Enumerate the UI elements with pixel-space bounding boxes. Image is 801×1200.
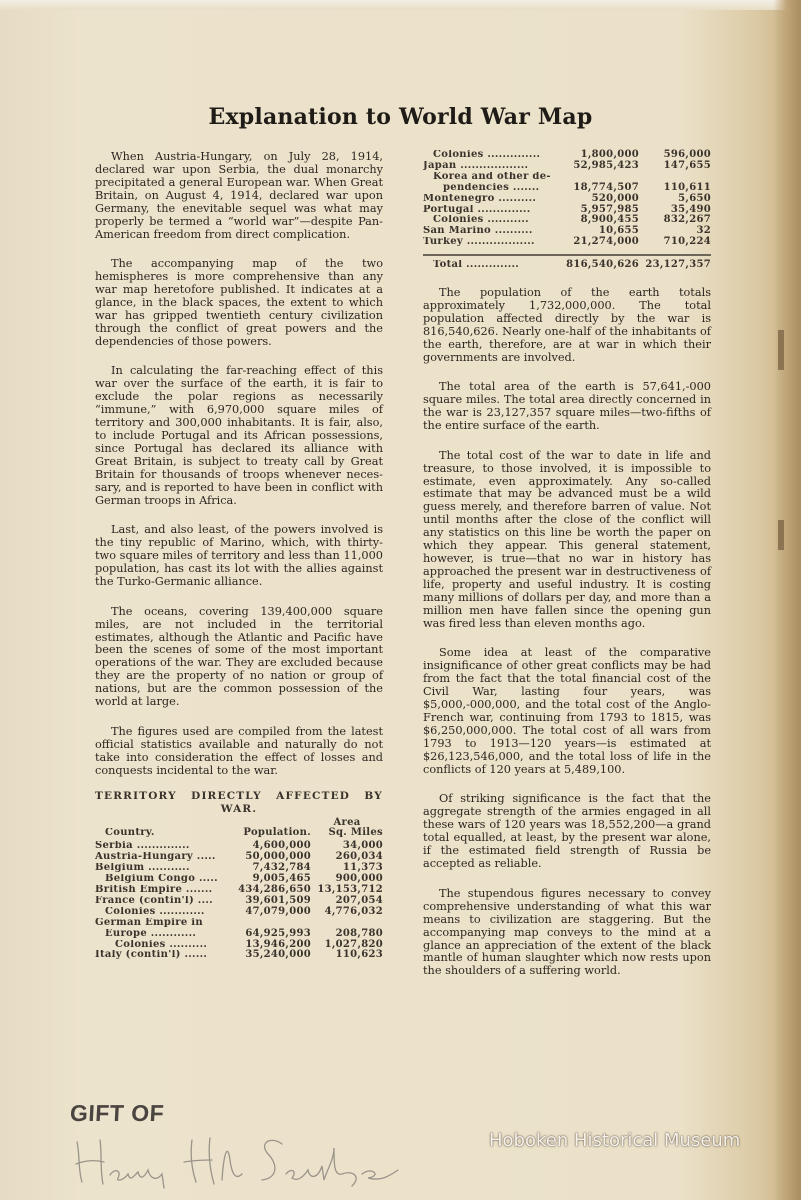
paragraph: When Austria-Hungary, on July 28, 1914, declared war upon Serbia, the dual monarchy precipitated a general European war. When Great Britain, on August 4, 1914, declared war upon Germany, the enevitable sequel was what may properly be termed a “world war”—despite Pan-American freedom from direct complication. (95, 150, 383, 241)
area-cell: 4,776,032 (324, 905, 383, 917)
area-cell: 32 (696, 225, 711, 237)
page-tear (778, 330, 784, 370)
left-column (95, 151, 383, 961)
paragraph: The oceans, covering 139,400,000 square miles, are not included in the territorial estimates, although the Atlantic and Pacific have been the scenes of some of the most important operations of the war. They are excluded because they are the property of no nation or group of nations, but are the common possession of the world at large. (95, 604, 383, 709)
paragraph: Some idea at least of the comparative insignificance of other great conflicts may be had from the fact that the total financial cost of the Civil War, lasting four years, was $5,000,-000,000, and the total cost of the Anglo-French war, continuing from 1793 to 1815, was $6,250,000,000. The total cost of all wars from 1793 to 1913—120 years—is estimated at $26,123,546,000, and the total loss of life in the conflicts of 120 years at 5,489,100. (423, 646, 711, 777)
population-cell: 1,800,000 (580, 149, 639, 160)
table-title: TERRITORY DIRECTLY AFFECTED BY (95, 789, 383, 802)
population-cell: 35,240,000 (245, 949, 311, 961)
area-cell: 34,000 (342, 840, 383, 852)
area-cell: 110,611 (663, 181, 711, 193)
handwritten-signature (72, 1130, 402, 1190)
paragraph: The total area of the earth is 57,641,-000 square miles. The total area directly concerned in the war is 23,127,357 square miles—two-fifths of the entire surface of the earth. (423, 380, 711, 433)
area-cell: 5,650 (678, 192, 711, 204)
table-row (423, 183, 711, 194)
area-cell: 900,000 (335, 873, 383, 885)
area-cell: 110,623 (335, 949, 383, 961)
table-row (423, 215, 711, 226)
population-cell: 52,985,423 (573, 159, 639, 171)
page-title: Explanation to World War Map (208, 104, 593, 130)
country-cell: German Empire in (95, 917, 203, 928)
page-tear (778, 520, 784, 550)
museum-watermark: Hoboken Historical Museum (489, 1130, 741, 1151)
population-cell: 434,286,650 (238, 883, 311, 895)
right-column (423, 150, 711, 995)
area-cell: 13,153,712 (317, 883, 383, 895)
table-body (423, 150, 711, 248)
area-cell: 147,655 (663, 159, 711, 171)
area-cell: 208,780 (335, 927, 383, 939)
population-cell: 5,957,985 (580, 203, 639, 215)
population-cell: 520,000 (591, 192, 639, 204)
page-top-edge (0, 0, 801, 10)
population-cell: 4,600,000 (252, 840, 311, 852)
area-cell: 207,054 (335, 894, 383, 906)
country-cell: Serbia .............. (95, 841, 190, 852)
table-row (423, 237, 711, 248)
paragraph: Last, and also least, of the powers involved is the tiny republic of Marino, which, with thirty-two square miles of territory and less than 11,000 population, has cast its lot with the allies against the Turko-Germanic alliance. (95, 523, 383, 589)
population-cell: 10,655 (598, 225, 639, 237)
population-cell: 8,900,455 (580, 214, 639, 226)
population-cell: 47,079,000 (245, 905, 311, 917)
country-cell: Colonies ........... (433, 215, 529, 226)
paragraph: Of striking significance is the fact that the aggregate strength of the armies engaged in all these wars of 120 years was 18,552,200—a grand total equalled, at least, by the present war alone, if the estimated field strength of Russia be accepted as reliable. (423, 792, 711, 871)
territory-table-continued (423, 150, 711, 271)
country-cell: San Marino .......... (423, 226, 533, 237)
population-header: Population. (243, 827, 311, 839)
population-cell: 816,540,626 (566, 259, 639, 271)
country-cell: Europe ............ (105, 928, 197, 939)
population-cell: 64,925,993 (245, 927, 311, 939)
table-row (423, 161, 711, 172)
paragraph: The figures used are compiled from the latest official statistics available and naturally do not take into consideration the effect of losses and conquests incidental to the war. (95, 724, 383, 777)
population-cell: 21,274,000 (573, 236, 639, 248)
population-cell (225, 918, 311, 929)
country-cell: Belgium Congo ..... (105, 874, 218, 885)
table-row (95, 929, 383, 940)
table-row (95, 852, 383, 863)
country-cell: Total .............. (433, 260, 520, 271)
paragraph: The accompanying map of the two hemispheres is more comprehensive than any war map heretofore published. It indicates at a glance, in the black spaces, the extent to which war has gripped twentieth century civilization through the conflict of great powers and the dependencies of those powers. (95, 257, 383, 348)
country-cell: Korea and other de- (433, 171, 551, 182)
area-cell: 23,127,357 (645, 259, 711, 271)
area-sq-miles-header: Sq. Miles (328, 827, 383, 839)
country-cell: Belgium ........... (95, 863, 190, 874)
area-cell: 11,373 (342, 862, 383, 874)
country-cell: Colonies ............ (105, 906, 205, 917)
country-cell: Italy (contin'l) ...... (95, 950, 208, 961)
area-cell: 1,027,820 (324, 938, 383, 950)
paragraph: The population of the earth totals approximately 1,732,000,000. The total population affected directly by the war is 816,540,626. Nearly one-half of the inhabitants of the earth, therefore, are at war in which their governments are involved. (423, 286, 711, 364)
country-header: Country. (105, 828, 155, 839)
area-header: Area (333, 816, 361, 828)
area-cell: 260,034 (335, 851, 383, 863)
territory-table (95, 790, 383, 962)
area-cell: 832,267 (663, 214, 711, 226)
area-cell: 710,224 (663, 236, 711, 248)
table-row (95, 918, 383, 929)
country-cell: Turkey .................. (423, 237, 535, 248)
population-cell: 13,946,200 (245, 938, 311, 950)
population-cell: 9,005,465 (252, 873, 311, 885)
population-cell: 7,432,784 (252, 862, 311, 874)
population-cell: 50,000,000 (245, 851, 311, 863)
table-total-row (423, 254, 711, 271)
country-cell: France (contin'l) .... (95, 895, 213, 906)
country-cell: Montenegro .......... (423, 193, 537, 204)
table-row (95, 950, 383, 961)
country-cell: Portugal .............. (423, 204, 531, 215)
population-cell: 18,774,507 (573, 181, 639, 193)
country-cell: Austria-Hungary ..... (95, 852, 216, 863)
table-title-cont: WAR. (220, 802, 258, 815)
country-cell: Japan .................. (423, 160, 529, 171)
paragraph: The stupendous figures necessary to convey comprehensive understanding of what this war means to civilization are staggering. But the accompanying map conveys to the mind at a glance an appreciation of the extent of the black mantle of human slaughter which now rests upon the shoulders of a suffering world. (423, 886, 711, 978)
country-cell: Colonies .......... (115, 939, 208, 950)
area-cell: 35,490 (670, 203, 711, 215)
paragraph: In calculating the far-reaching effect of this war over the surface of the earth, it is fair to exclude the polar regions as necessarily “immune,” with 6,970,000 square miles of territory and 300,000 inhabitants. It is fair, also, to include Portugal and its African possessions, since Portugal has declared its alliance with Great Britain, is subject to treaty call by Great Britain for thousands of troops whenever necessary, and is reported to have been in conflict with German troops in Africa. (95, 364, 383, 507)
gift-of-stamp: GIFT OF (69, 1100, 165, 1126)
table-row (423, 194, 711, 205)
area-cell: 596,000 (663, 149, 711, 160)
area-cell (311, 918, 383, 929)
population-cell: 39,601,509 (245, 894, 311, 906)
country-cell: British Empire ....... (95, 884, 213, 895)
table-body (95, 841, 383, 961)
paragraph: The total cost of the war to date in life and treasure, to those involved, it is impossible to estimate, even approximately. Any so-called estimate that may be advanced must be a wild guess merely, and therefore barren of value. Not until months after the close of the conflict will any statistics on this line be worth the paper on which they appear. This general statement, however, is true—that no war in history has approached the present war in destructiveness of life, property and useful industry. It is costing many millions of dollars per day, and more than a million men have fallen since the opening gun was fired less than eleven months ago. (423, 448, 711, 630)
country-cell: Colonies .............. (433, 150, 541, 160)
page-right-edge (773, 0, 801, 1200)
country-cell: pendencies ....... (443, 182, 540, 193)
table-row (95, 907, 383, 918)
table-header-row (95, 828, 383, 839)
